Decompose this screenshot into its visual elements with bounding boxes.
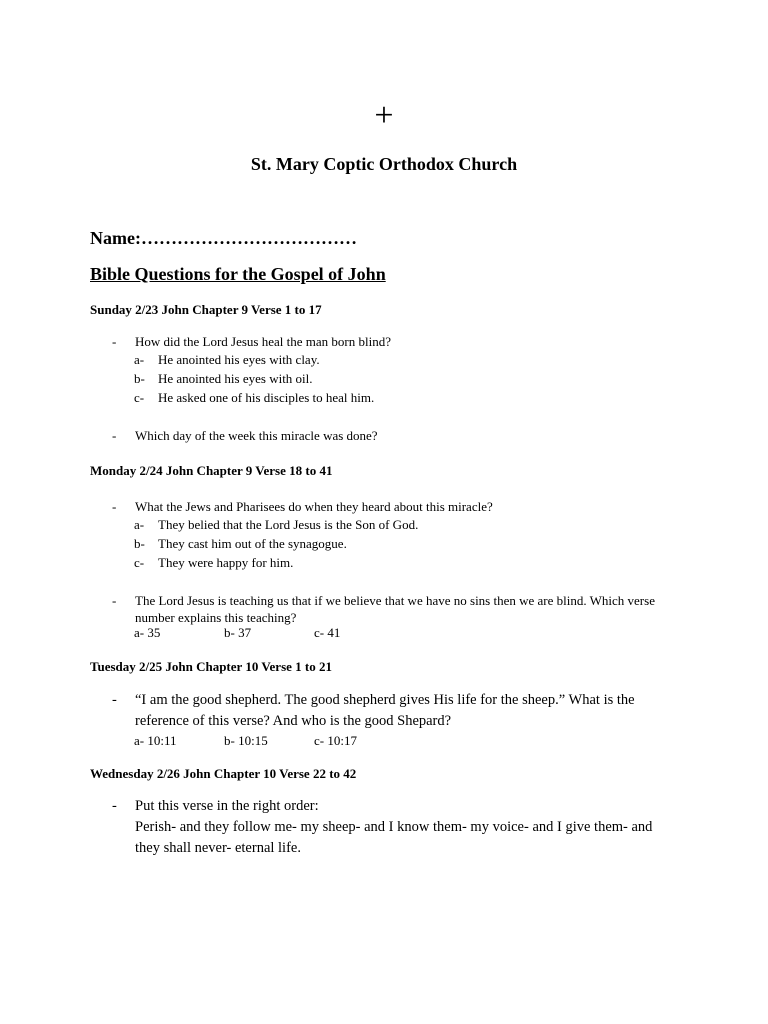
section-heading-wednesday: Wednesday 2/26 John Chapter 10 Verse 22 to 42 — [90, 766, 357, 781]
option-c: c- 41 — [314, 625, 341, 640]
name-field-label: Name:……………………………… — [90, 228, 357, 248]
option-b: b- 37 — [224, 625, 252, 640]
option-a: a- He anointed his eyes with clay. — [134, 352, 320, 367]
bullet-dash: - — [112, 798, 117, 814]
section-heading-sunday: Sunday 2/23 John Chapter 9 Verse 1 to 17 — [90, 302, 322, 317]
inline-options — [134, 733, 357, 749]
bullet-dash: - — [112, 428, 117, 443]
section-heading-tuesday: Tuesday 2/25 John Chapter 10 Verse 1 to 21 — [90, 659, 332, 674]
question-text: The Lord Jesus is teaching us that if we believe that we have no sins then we are blind. Which verse number explains this teaching? — [135, 593, 655, 625]
verse-fragments: Perish- and they follow me- my sheep- and I know them- my voice- and I give them- and they shall never- eternal life. — [135, 819, 653, 856]
option-c: c- They were happy for him. — [134, 555, 294, 570]
bullet-dash: - — [112, 692, 117, 708]
option-a: a- 35 — [134, 625, 161, 640]
inline-options — [134, 625, 340, 641]
question-text: What the Jews and Pharisees do when they heard about this miracle? — [135, 499, 493, 514]
option-c: c- 10:17 — [314, 733, 357, 748]
cross-symbol: + — [374, 97, 394, 134]
question-text: Put this verse in the right order: — [135, 798, 319, 814]
section-heading-monday: Monday 2/24 John Chapter 9 Verse 18 to 41 — [90, 463, 333, 478]
church-name: St. Mary Coptic Orthodox Church — [250, 154, 518, 174]
bullet-dash: - — [112, 593, 117, 608]
question-text: “I am the good shepherd. The good shepherd gives His life for the sheep.” What is the reference of this verse? And who is the good Shepard? — [135, 692, 635, 729]
option-a: a- They belied that the Lord Jesus is the Son of God. — [134, 517, 419, 532]
option-b: b- 10:15 — [224, 733, 268, 748]
bullet-dash: - — [112, 499, 117, 514]
option-a: a- 10:11 — [134, 733, 177, 748]
question-text: Which day of the week this miracle was done? — [135, 428, 378, 443]
bullet-dash: - — [112, 334, 117, 349]
option-b: b- They cast him out of the synagogue. — [134, 536, 347, 551]
option-b: b- He anointed his eyes with oil. — [134, 371, 313, 386]
page-title: Bible Questions for the Gospel of John — [90, 264, 386, 284]
question-text: How did the Lord Jesus heal the man born blind? — [135, 334, 391, 349]
option-c: c- He asked one of his disciples to heal him. — [134, 390, 375, 405]
